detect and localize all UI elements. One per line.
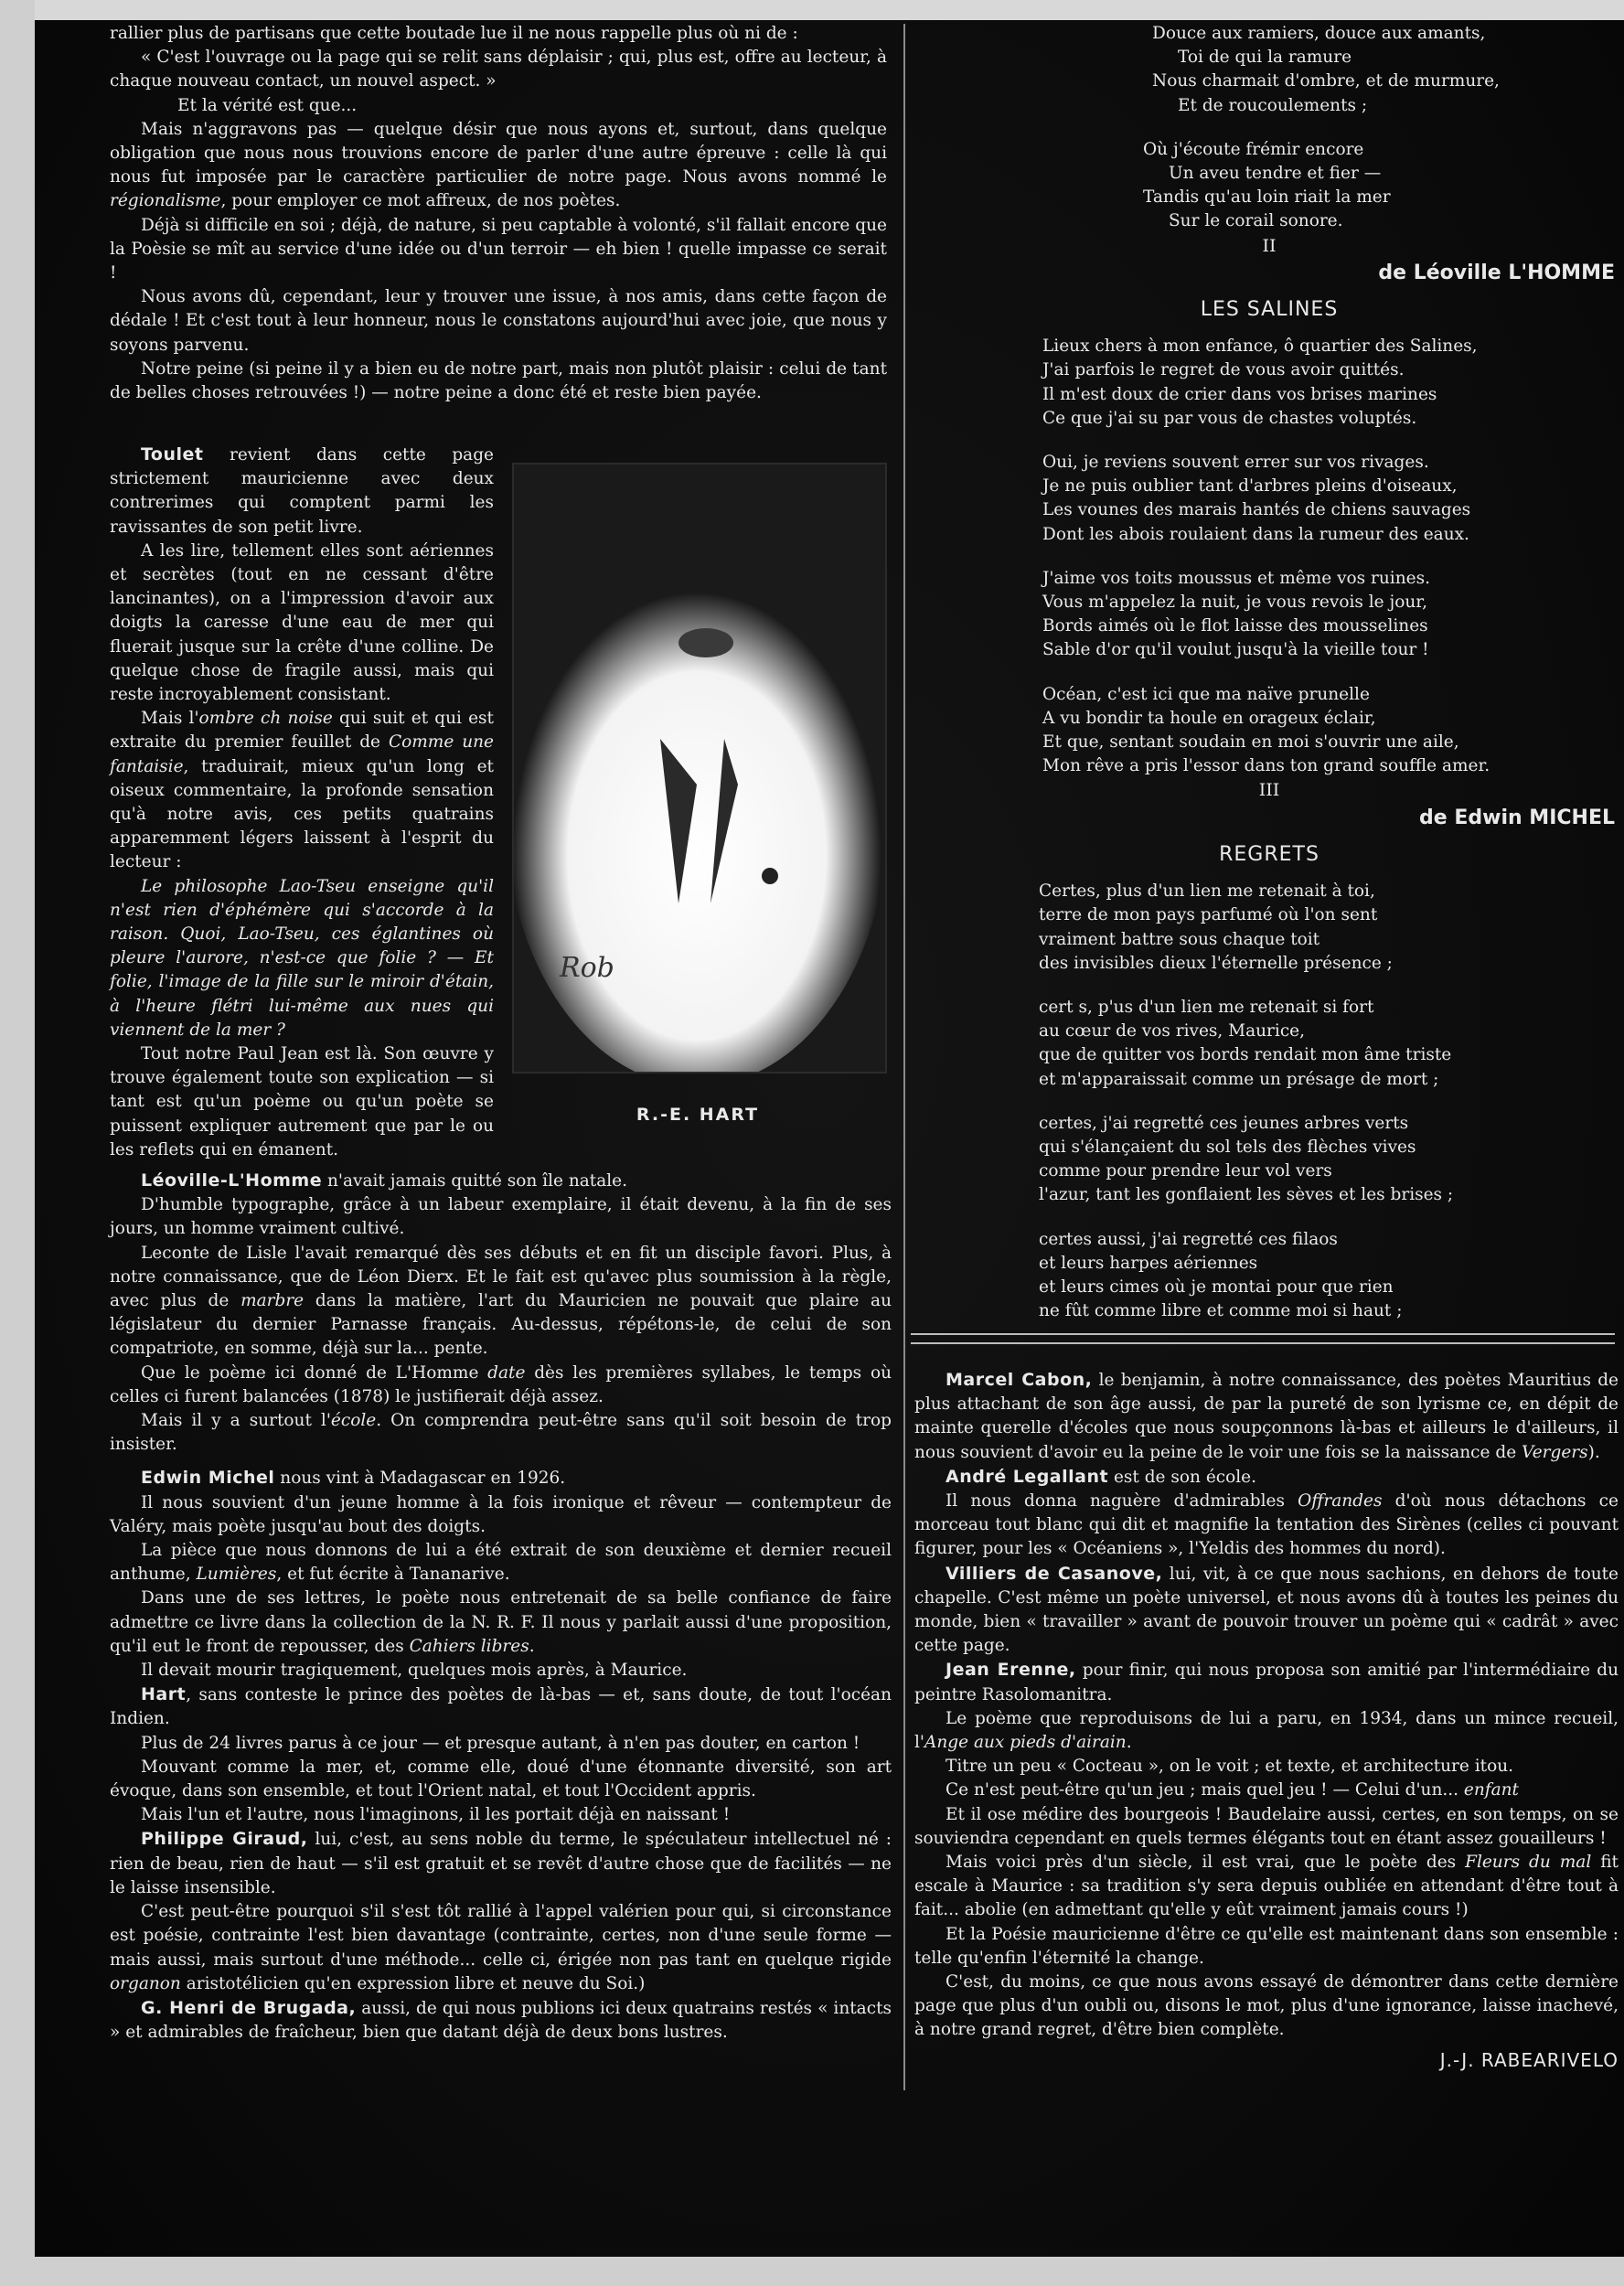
left-column-poets: [110, 1169, 892, 2045]
section-divider: [911, 1333, 1615, 1344]
poem-stanza: Où j'écoute frémir encore Un aveu tendre et fier — Tandis qu'au loin riait la mer Sur le corail sonore.: [1143, 139, 1391, 231]
paragraph: Dans une de ses lettres, le poète nous entretenait de sa belle confiance de faire admettre ce livre dans la collection de la N. R. F. Il nous y parlait aussi d'une proposition, qu'il eut le front de repousser, des Cahiers libres.: [110, 1588, 892, 1656]
scan-margin-bottom: [0, 2257, 1624, 2286]
paragraph: Philippe Giraud, lui, c'est, au sens noble du terme, le spéculateur intellectuel né : rien de beau, rien de haut — s'il est gratuit et se revêt d'autre chose que de facilités — ne le laisse insensible.: [110, 1829, 892, 1897]
paragraph: Il nous donna naguère d'admirables Offrandes d'où nous détachons ce morceau tout blanc qui dit et magnifie la tentation des Sirènes (celles ci pouvant figurer, pour les « Océaniens », l'Yeldis des hommes du nord).: [914, 1491, 1619, 1559]
paragraph: Jean Erenne, pour finir, qui nous proposa son amitié par l'intermédiaire du peintre Rasolomanitra.: [914, 1660, 1619, 1704]
poet-name-edwin: Edwin Michel: [141, 1468, 275, 1489]
poem-body: Certes, plus d'un lien me retenait à toi, terre de mon pays parfumé où l'on sent vraiment battre sous chaque toit des invisibles dieux l'éternelle présence ; cert s, p'us d'un lien me retenait si fort au cœur de vos rives, Maurice, que de quitter vos bords rendait mon âme triste et m'apparaissait comme un présage de mort ; certes, j'ai regretté ces jeunes arbres verts qui s'élançaient du sol tels des flèches vives comme pour prendre leur vol vers l'azur, tant les gonflaient les sèves et les brises ; certes aussi, j'ai regretté ces filaos et leurs harpes aériennes et leurs cimes où je montai pour que rien ne fût comme libre et comme moi si haut ;: [1039, 881, 1454, 1321]
paragraph: La pièce que nous donnons de lui a été extrait de son deuxième et dernier recueil anthume, Lumières, et fut écrite à Tananarive.: [110, 1541, 892, 1585]
poet-name-brugada: G. Henri de Brugada,: [141, 1997, 357, 2018]
paragraph: Et il ose médire des bourgeois ! Baudelaire aussi, certes, en son temps, on se souviendra cependant en quels termes élégants tout en étant assez gouailleurs !: [914, 1804, 1619, 1848]
poem-body: Lieux chers à mon enfance, ô quartier des Salines, J'ai parfois le regret de vous avoir quittés. Il m'est doux de crier dans vos brises marines Ce que j'ai su par vous de chastes voluptés. Oui, je reviens souvent errer sur vos rivages. Je ne puis oublier tant d'arbres pleins d'oiseaux, Les vounes des marais hantés de chiens sauvages Dont les abois roulaient dans la rumeur des eaux. J'aime vos toits moussus et même vos ruines. Vous m'appelez la nuit, je vous revois le jour, Bords aimés où le flot laisse des mousselines Sable d'or qu'il voulut jusqu'à la vieille tour ! Océan, c'est ici que ma naïve prunelle A vu bondir ta houle en orageux éclair, Et que, sentant soudain en moi s'ouvrir une aile, Mon rêve a pris l'essor dans ton grand souffle amer.: [1042, 336, 1490, 776]
poems-column: [924, 22, 1615, 1323]
poem-title: REGRETS: [1219, 842, 1320, 866]
paragraph: Villiers de Casanove, lui, vit, à ce que nous sachions, en dehors de toute chapelle. C'est même un poète universel, et nous avons dû à toutes les peines du monde, bien « travailler » avant de pouvoir trouver un poème qui « cadrât » avec cette page.: [914, 1563, 1619, 1656]
paragraph: A les lire, tellement elles sont aériennes et secrètes (tout en ne cessant d'être lancinantes), on a l'impression d'avoir aux doigts la caresse d'une eau de mer qui fluerait jusque sur la crête d'une colline. De quelque chose de fragile aussi, mais qui reste incroyablement consistant.: [110, 540, 494, 705]
paragraph: C'est, du moins, ce que nous avons essayé de démontrer dans cette dernière page que plus d'un oubli ou, disons le mot, plus d'une ignorance, laisse inachevé, à notre grand regret, d'être bien complète.: [914, 1972, 1619, 2040]
paragraph: Leconte de Lisle l'avait remarqué dès ses débuts et en fit un disciple favori. Plus, à notre connaissance, que de Léon Dierx. Et le fait est qu'avec plus soumission à la règle, avec plus de marbre dans la matière, l'art du Mauricien ne pouvait que plaire au législateur du dernier Parnasse français. Au-dessus, répétons-le, de celui de son compatriote, en somme, déjà sur la... pente.: [110, 1243, 892, 1359]
paragraph: Mouvant comme la mer, et, comme elle, doué d'une étonnante diversité, son art évoque, dans son ensemble, et tout l'Orient natal, et tout l'Occident appris.: [110, 1757, 892, 1801]
section-number: III: [1258, 780, 1280, 801]
paragraph: André Legallant est de son école.: [946, 1466, 1257, 1487]
toulet-section: [110, 443, 494, 1162]
right-column-poets: [914, 1368, 1619, 2072]
left-column-intro: [110, 22, 887, 405]
poet-name-erenne: Jean Erenne,: [946, 1660, 1076, 1681]
portrait-illustration: [514, 465, 885, 1072]
paragraph: Marcel Cabon, le benjamin, à notre connaissance, des poètes Mauritius de plus attachant de son âge aussi, de par la pureté de son lyrisme ce, en dépit de mainte querelle d'écoles que nous soupçonnons là-bas et ailleurs le d'ailleurs, il nous souvient d'avoir eu la peine de le voir une fois se la naissance de Vergers).: [914, 1370, 1619, 1462]
poem-stanza: Douce aux ramiers, douce aux amants, Toi de qui la ramure Nous charmait d'ombre, et de murmure, Et de roucoulements ;: [1152, 24, 1500, 115]
paragraph: Plus de 24 livres parus à ce jour — et presque autant, à n'en pas douter, en carton !: [141, 1733, 860, 1753]
scan-margin-top: [0, 0, 1624, 20]
paragraph: Mais il y a surtout l'école. On comprendra peut-être sans qu'il soit besoin de trop insister.: [110, 1411, 892, 1455]
section-number: II: [1262, 235, 1277, 256]
quotation: Le philosophe Lao-Tseu enseigne qu'il n'est rien d'éphémère qui s'accorde à la raison. Quoi, Lao-Tseu, ces églantines où pleure l'aurore, n'est-ce que folie ? — Et folie, l'image de la fille sur le miroir d'étain, à l'heure flétri lui-même aux nues qui viennent de la mer ?: [110, 876, 494, 1040]
paragraph: Mais l'un et l'autre, nous l'imaginons, il les portait déjà en naissant !: [141, 1805, 731, 1825]
poem-title: LES SALINES: [1200, 298, 1339, 322]
portrait-photo: [512, 463, 887, 1074]
poet-name-legallant: André Legallant: [946, 1466, 1109, 1487]
poet-name-hart: Hart: [141, 1684, 187, 1705]
paragraph: G. Henri de Brugada, aussi, de qui nous publions ici deux quatrains restés « intacts » et admirables de fraîcheur, bien que datant déjà de deux bons lustres.: [110, 1997, 892, 2043]
paragraph: Et la vérité est que...: [177, 95, 358, 115]
paragraph: C'est peut-être pourquoi s'il s'est tôt rallié à l'appel valérien pour qui, si circonstance est poésie, contrainte l'est bien davantage (contrainte, certes, non d'une seule forme — mais aussi, mais surtout d'une méthode... celle ci, érigée non pas tant en quelque rigide organon aristotélicien qu'en expression libre et neuve du Soi.): [110, 1902, 892, 1993]
poet-name-cabon: Marcel Cabon,: [946, 1370, 1093, 1390]
paragraph: Mais n'aggravons pas — quelque désir que nous ayons et, surtout, dans quelque obligation que nous nous trouvions encore de parler d'une autre épreuve : celle là qui nous fut imposée par le caractère particulier de notre page. Nous avons nommé le régionalisme, pour employer ce mot affreux, de nos poètes.: [110, 119, 887, 211]
paragraph: D'humble typographe, grâce à un labeur exemplaire, il était devenu, à la fin de ses jours, un homme vraiment cultivé.: [110, 1195, 892, 1239]
photo-signature: Rob: [560, 952, 614, 984]
poem-author: de Edwin MICHEL: [1419, 806, 1615, 829]
paragraph: Mais voici près d'un siècle, il est vrai, que le poète des Fleurs du mal fit escale à Maurice : sa tradition s'y sera depuis oubliée en attendant d'être tout à fait... abolie (en admettant qu'elle y eût vraiment jamais cours !): [914, 1853, 1619, 1920]
paragraph: Toulet revient dans cette page strictement mauricienne avec deux contrerimes qui comptent parmi les ravissantes de son petit livre.: [110, 444, 494, 537]
paragraph: Notre peine (si peine il y a bien eu de notre part, mais non plutôt plaisir : celui de tant de belles choses retrouvées !) — notre peine a donc été et reste bien payée.: [110, 358, 887, 403]
scan-margin-left: [0, 0, 35, 2286]
poet-name-toulet: Toulet: [141, 444, 204, 465]
poet-name-giraud: Philippe Giraud,: [141, 1829, 308, 1850]
photo-caption: R.-E. HART: [636, 1105, 760, 1125]
emphasis: régionalisme: [110, 191, 221, 211]
paragraph: Et la Poésie mauricienne d'être ce qu'elle est maintenant dans son ensemble : telle qu'enfin l'éternité la change.: [914, 1924, 1619, 1968]
paragraph: Hart, sans conteste le prince des poètes de là-bas — et, sans doute, de tout l'océan Indien.: [110, 1684, 892, 1729]
paragraph: Il nous souvient d'un jeune homme à la fois ironique et rêveur — contempteur de Valéry, mais poète jusqu'au bout des doigts.: [110, 1492, 892, 1536]
poem-author: de Léoville L'HOMME: [1378, 261, 1615, 284]
poet-name-leoville: Léoville-L'Homme: [141, 1170, 323, 1191]
author-signature: J.-J. RABEARIVELO: [1439, 2048, 1619, 2071]
paragraph: Il devait mourir tragiquement, quelques mois après, à Maurice.: [141, 1661, 688, 1681]
paragraph: Tout notre Paul Jean est là. Son œuvre y trouve également toute son explication — si tant est qu'un poème ou qu'un poète se puissent expliquer autrement que par le ou les reflets qui en émanent.: [110, 1044, 494, 1159]
column-divider: [903, 24, 905, 2090]
paragraph: Nous avons dû, cependant, leur y trouver une issue, à nos amis, dans cette façon de dédale ! Et c'est tout à leur honneur, nous le constatons aujourd'hui avec joie, que nous y soyons parvenu.: [110, 287, 887, 355]
paragraph: Edwin Michel nous vint à Madagascar en 1926.: [141, 1468, 566, 1489]
poet-name-casanove: Villiers de Casanove,: [946, 1563, 1163, 1584]
paragraph: rallier plus de partisans que cette boutade lue il ne nous rappelle plus où ni de :: [110, 24, 798, 43]
paragraph: Ce n'est peut-être qu'un jeu ; mais quel jeu ! — Celui d'un... enfant: [946, 1780, 1519, 1800]
paragraph: Le poème que reproduisons de lui a paru, en 1934, dans un mince recueil, l'Ange aux pieds d'airain.: [914, 1708, 1619, 1753]
paragraph: Léoville-L'Homme n'avait jamais quitté son île natale.: [141, 1170, 627, 1191]
paragraph: Déjà si difficile en soi ; déjà, de nature, si peu captable à volonté, s'il fallait encore que la Poèsie se mît au service d'une idée ou d'un terroir — eh bien ! quelle impasse ce serait !: [110, 215, 887, 283]
paragraph: « C'est l'ouvrage ou la page qui se relit sans déplaisir ; qui, plus est, offre au lecteur, à chaque nouveau contact, un nouvel aspect. »: [110, 48, 887, 91]
paragraph: Que le poème ici donné de L'Homme date dès les premières syllabes, le temps où celles ci furent balancées (1878) le justifierait déjà assez.: [110, 1362, 892, 1406]
paragraph: Mais l'ombre ch noise qui suit et qui est extraite du premier feuillet de Comme une fantaisie, traduirait, mieux qu'un long et oiseux commentaire, la profonde sensation qu'à notre avis, ces petits quatrains apparemment légers laissent à l'esprit du lecteur :: [110, 709, 494, 872]
paragraph: Titre un peu « Cocteau », on le voit ; et texte, et architecture itou.: [946, 1757, 1514, 1777]
